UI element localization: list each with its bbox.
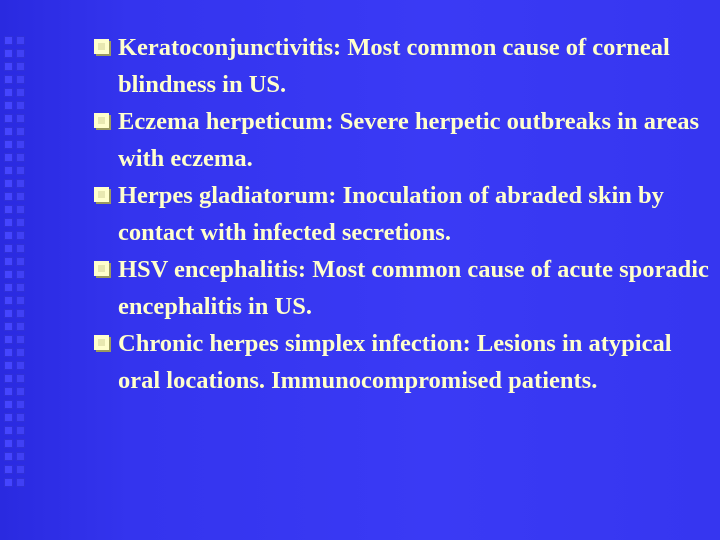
bullet-term: Chronic herpes simplex infection:	[118, 330, 471, 357]
square-bullet-icon	[94, 261, 109, 276]
bullet-description: Severe herpetic outbreaks in areas with eczema.	[118, 108, 700, 172]
square-bullet-icon	[94, 113, 109, 128]
bullet-description: Lesions in atypical oral locations. Immunocompromised patients.	[118, 330, 672, 394]
square-bullet-icon	[94, 187, 109, 202]
bullet-item-hsv-encephalitis	[94, 251, 716, 325]
bullet-description: Most common cause of corneal blindness in US.	[118, 34, 670, 98]
bullet-item-eczema-herpeticum	[94, 103, 716, 177]
bullet-list	[94, 29, 716, 399]
bullet-description: Most common cause of acute sporadic encephalitis in US.	[118, 256, 709, 320]
square-bullet-icon	[94, 39, 109, 54]
decorative-square-strip-right	[16, 36, 28, 491]
bullet-term: Keratoconjunctivitis:	[118, 34, 342, 61]
bullet-item-herpes-gladiatorum	[94, 177, 716, 251]
square-bullet-icon	[94, 335, 109, 350]
bullet-term: Herpes gladiatorum:	[118, 182, 337, 209]
bullet-description: Inoculation of abraded skin by contact with infected secretions.	[118, 182, 664, 246]
bullet-item-keratoconjunctivitis	[94, 29, 716, 103]
decorative-square-strip-left	[4, 36, 16, 491]
bullet-term: Eczema herpeticum:	[118, 108, 334, 135]
bullet-item-chronic-herpes-simplex	[94, 325, 716, 399]
bullet-term: HSV encephalitis:	[118, 256, 307, 283]
